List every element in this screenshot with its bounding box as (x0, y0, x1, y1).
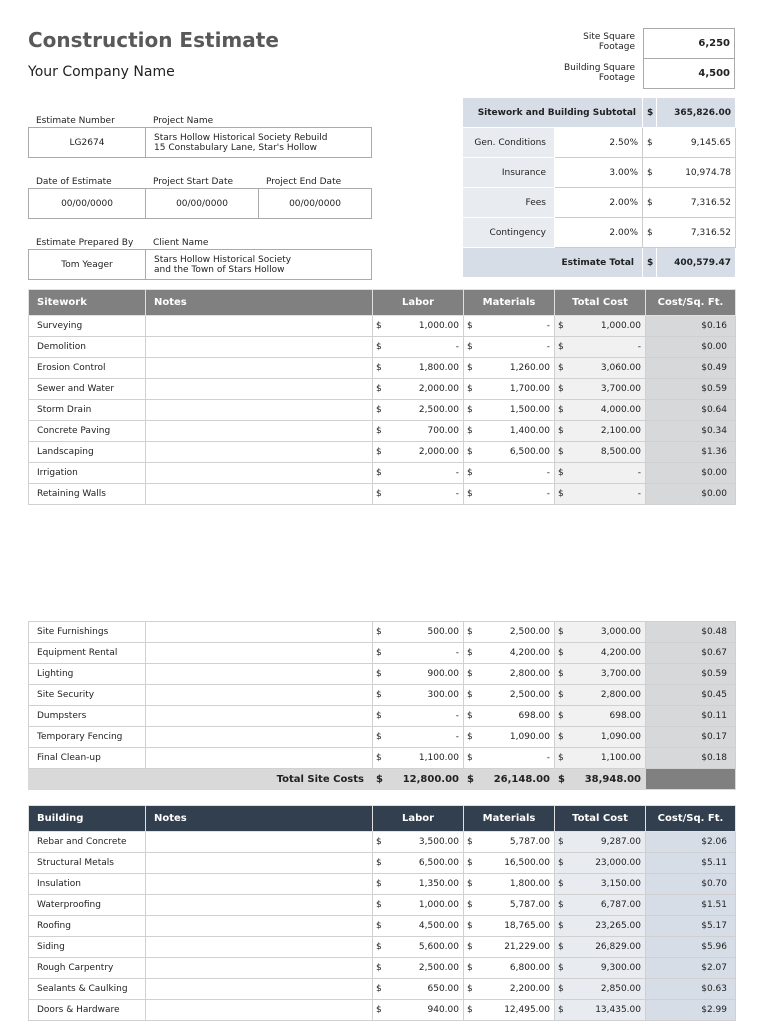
table-row: Irrigation $ - $ - $ - $0.00 (29, 463, 736, 484)
notes-cell[interactable] (146, 337, 373, 358)
labor-cell[interactable]: 700.00 (387, 421, 464, 442)
materials-cell[interactable]: 4,200.00 (478, 643, 555, 664)
notes-cell[interactable] (146, 379, 373, 400)
line-item-name[interactable]: Roofing (29, 916, 146, 937)
cost-sqft-cell: $0.59 (646, 379, 736, 400)
labor-cell[interactable]: 1,000.00 (387, 316, 464, 337)
materials-cell[interactable]: 18,765.00 (478, 916, 555, 937)
cost-sqft-cell: $0.67 (646, 643, 736, 664)
line-item-name[interactable]: Storm Drain (29, 400, 146, 421)
line-item-name[interactable]: Rebar and Concrete (29, 832, 146, 853)
summary-table: Sitework and Building Subtotal $ 365,826.00 Gen. Conditions 2.50% $ 9,145.65 Insurance 3.00% $ 10,974.78 Fees 2.00% $ 7,316.52 Contingency 2.00% $ 7,316.52 Estimate Total $ 400,579.47 (462, 97, 736, 278)
line-item-name[interactable]: Surveying (29, 316, 146, 337)
summary-row: Gen. Conditions 2.50% $ 9,145.65 (463, 128, 736, 158)
cost-sqft-cell: $1.51 (646, 895, 736, 916)
labor-cell[interactable]: - (387, 643, 464, 664)
line-item-name[interactable]: Demolition (29, 337, 146, 358)
table-row: Temporary Fencing $ - $ 1,090.00 $ 1,090.00 $0.17 (29, 727, 736, 748)
notes-cell[interactable] (146, 916, 373, 937)
total-cost-cell: 23,265.00 (569, 916, 646, 937)
notes-header: Notes (146, 806, 373, 832)
line-item-name[interactable]: Structural Metals (29, 853, 146, 874)
total-cost-cell: 2,100.00 (569, 421, 646, 442)
total-cost-cell: - (569, 484, 646, 505)
table-row: Waterproofing $ 1,000.00 $ 5,787.00 $ 6,787.00 $1.51 (29, 895, 736, 916)
cost-sqft-cell: $0.63 (646, 979, 736, 1000)
cost-sqft-cell: $1.36 (646, 442, 736, 463)
notes-cell[interactable] (146, 622, 373, 643)
line-item-name[interactable]: Landscaping (29, 442, 146, 463)
prepared-by-label: Estimate Prepared By (36, 238, 134, 248)
total-cost-cell: 1,090.00 (569, 727, 646, 748)
labor-cell[interactable]: 2,500.00 (387, 958, 464, 979)
notes-cell[interactable] (146, 937, 373, 958)
materials-cell[interactable]: - (478, 748, 555, 769)
total-cost-cell: 4,200.00 (569, 643, 646, 664)
table-row: Demolition $ - $ - $ - $0.00 (29, 337, 736, 358)
page-title: Construction Estimate (28, 28, 279, 52)
labor-cell[interactable]: 1,800.00 (387, 358, 464, 379)
notes-header: Notes (146, 290, 373, 316)
materials-cell[interactable]: 6,500.00 (478, 442, 555, 463)
estimate-total-value: 400,579.47 (657, 248, 736, 278)
table-row: Doors & Hardware $ 940.00 $ 12,495.00 $ 13,435.00 $2.99 (29, 1000, 736, 1021)
cost-sqft-cell: $0.48 (646, 622, 736, 643)
summary-row: Insurance 3.00% $ 10,974.78 (463, 158, 736, 188)
line-item-name[interactable]: Final Clean-up (29, 748, 146, 769)
labor-cell[interactable]: - (387, 337, 464, 358)
cost-sqft-cell: $0.64 (646, 400, 736, 421)
line-item-name[interactable]: Insulation (29, 874, 146, 895)
cost-sqft-cell: $5.17 (646, 916, 736, 937)
labor-cell[interactable]: 3,500.00 (387, 832, 464, 853)
labor-cell[interactable]: 300.00 (387, 685, 464, 706)
table-row: Erosion Control $ 1,800.00 $ 1,260.00 $ 3,060.00 $0.49 (29, 358, 736, 379)
labor-cell[interactable]: 900.00 (387, 664, 464, 685)
notes-cell[interactable] (146, 958, 373, 979)
estimate-number-label: Estimate Number (36, 116, 115, 126)
table-row: Sewer and Water $ 2,000.00 $ 1,700.00 $ 3,700.00 $0.59 (29, 379, 736, 400)
table-row: Site Security $ 300.00 $ 2,500.00 $ 2,800.00 $0.45 (29, 685, 736, 706)
table-row: Retaining Walls $ - $ - $ - $0.00 (29, 484, 736, 505)
notes-cell[interactable] (146, 484, 373, 505)
total-cost-cell: 8,500.00 (569, 442, 646, 463)
line-item-name[interactable]: Sealants & Caulking (29, 979, 146, 1000)
table-row: Equipment Rental $ - $ 4,200.00 $ 4,200.00 $0.67 (29, 643, 736, 664)
cost-sqft-header: Cost/Sq. Ft. (646, 806, 736, 832)
cost-sqft-cell: $0.34 (646, 421, 736, 442)
line-item-name[interactable]: Dumpsters (29, 706, 146, 727)
building-table (28, 805, 736, 1021)
total-cost-cell: - (569, 337, 646, 358)
table-row: Sealants & Caulking $ 650.00 $ 2,200.00 $ 2,850.00 $0.63 (29, 979, 736, 1000)
cost-sqft-cell: $0.70 (646, 874, 736, 895)
notes-cell[interactable] (146, 421, 373, 442)
labor-cell[interactable]: - (387, 706, 464, 727)
summary-row: Fees 2.00% $ 7,316.52 (463, 188, 736, 218)
labor-cell[interactable]: 6,500.00 (387, 853, 464, 874)
table-row: Landscaping $ 2,000.00 $ 6,500.00 $ 8,500.00 $1.36 (29, 442, 736, 463)
notes-cell[interactable] (146, 664, 373, 685)
building-sqft-label: Building Square Footage (563, 63, 635, 83)
table-row: Surveying $ 1,000.00 $ - $ 1,000.00 $0.16 (29, 316, 736, 337)
project-name-field[interactable]: Stars Hollow Historical Society Rebuild 15 Constabulary Lane, Star's Hollow (145, 127, 372, 158)
materials-cell[interactable]: 1,700.00 (478, 379, 555, 400)
labor-cell[interactable]: 1,100.00 (387, 748, 464, 769)
materials-cell[interactable]: 2,800.00 (478, 664, 555, 685)
cost-sqft-cell: $0.00 (646, 337, 736, 358)
total-cost-cell: 1,000.00 (569, 316, 646, 337)
cost-sqft-cell: $0.00 (646, 463, 736, 484)
labor-header: Labor (373, 290, 464, 316)
cost-sqft-cell: $2.06 (646, 832, 736, 853)
line-item-name[interactable]: Rough Carpentry (29, 958, 146, 979)
project-end-label: Project End Date (266, 177, 342, 187)
notes-cell[interactable] (146, 874, 373, 895)
notes-cell[interactable] (146, 358, 373, 379)
labor-cell[interactable]: 2,500.00 (387, 400, 464, 421)
total-cost-cell: 26,829.00 (569, 937, 646, 958)
materials-cell[interactable]: 5,787.00 (478, 895, 555, 916)
date-of-estimate-label: Date of Estimate (36, 177, 112, 187)
total-site-costs-label: Total Site Costs (29, 769, 373, 790)
materials-cell[interactable]: 1,090.00 (478, 727, 555, 748)
total-cost-header: Total Cost (555, 806, 646, 832)
materials-cell[interactable]: 12,495.00 (478, 1000, 555, 1021)
notes-cell[interactable] (146, 400, 373, 421)
line-item-name[interactable]: Waterproofing (29, 895, 146, 916)
materials-cell[interactable]: - (478, 484, 555, 505)
materials-cell[interactable]: 1,400.00 (478, 421, 555, 442)
notes-cell[interactable] (146, 895, 373, 916)
notes-cell[interactable] (146, 706, 373, 727)
line-item-name[interactable]: Lighting (29, 664, 146, 685)
table-row: Roofing $ 4,500.00 $ 18,765.00 $ 23,265.00 $5.17 (29, 916, 736, 937)
cost-sqft-header: Cost/Sq. Ft. (646, 290, 736, 316)
total-cost-cell: 3,060.00 (569, 358, 646, 379)
line-item-name[interactable]: Site Security (29, 685, 146, 706)
estimate-number-field[interactable]: LG2674 (28, 127, 146, 158)
prepared-by-field[interactable]: Tom Yeager (28, 249, 146, 280)
cost-sqft-cell: $0.18 (646, 748, 736, 769)
total-cost-cell: 2,850.00 (569, 979, 646, 1000)
line-item-name[interactable]: Sewer and Water (29, 379, 146, 400)
date-of-estimate-field[interactable]: 00/00/0000 (28, 188, 146, 219)
building-sqft-value[interactable]: 4,500 (643, 58, 735, 89)
company-name: Your Company Name (28, 64, 175, 80)
table-row: Rough Carpentry $ 2,500.00 $ 6,800.00 $ 9,300.00 $2.07 (29, 958, 736, 979)
total-cost-cell: 2,800.00 (569, 685, 646, 706)
total-cost-cell: 6,787.00 (569, 895, 646, 916)
labor-cell[interactable]: 940.00 (387, 1000, 464, 1021)
table-row: Site Furnishings $ 500.00 $ 2,500.00 $ 3,000.00 $0.48 (29, 622, 736, 643)
line-item-name[interactable]: Doors & Hardware (29, 1000, 146, 1021)
project-start-label: Project Start Date (153, 177, 234, 187)
table-row: Lighting $ 900.00 $ 2,800.00 $ 3,700.00 $0.59 (29, 664, 736, 685)
materials-cell[interactable]: 1,800.00 (478, 874, 555, 895)
sitework-table (28, 289, 736, 505)
labor-cell[interactable]: - (387, 463, 464, 484)
line-item-name[interactable]: Irrigation (29, 463, 146, 484)
materials-cell[interactable]: 2,500.00 (478, 622, 555, 643)
line-item-name[interactable]: Erosion Control (29, 358, 146, 379)
notes-cell[interactable] (146, 1000, 373, 1021)
line-item-name[interactable]: Temporary Fencing (29, 727, 146, 748)
site-sqft-value[interactable]: 6,250 (643, 28, 735, 59)
project-start-field[interactable]: 00/00/0000 (145, 188, 259, 219)
cost-sqft-cell: $0.11 (646, 706, 736, 727)
labor-cell[interactable]: 5,600.00 (387, 937, 464, 958)
project-name-label: Project Name (153, 116, 214, 126)
labor-cell[interactable]: 2,000.00 (387, 442, 464, 463)
total-cost-cell: 13,435.00 (569, 1000, 646, 1021)
materials-cell[interactable]: - (478, 337, 555, 358)
client-name-field[interactable]: Stars Hollow Historical Society and the Town of Stars Hollow (145, 249, 372, 280)
labor-cell[interactable]: 650.00 (387, 979, 464, 1000)
building-header: Building (29, 806, 146, 832)
subtotal-value: 365,826.00 (657, 98, 736, 128)
labor-cell[interactable]: 4,500.00 (387, 916, 464, 937)
table-row: Final Clean-up $ 1,100.00 $ - $ 1,100.00 $0.18 (29, 748, 736, 769)
notes-cell[interactable] (146, 979, 373, 1000)
materials-cell[interactable]: 5,787.00 (478, 832, 555, 853)
cost-sqft-cell: $0.00 (646, 484, 736, 505)
notes-cell[interactable] (146, 832, 373, 853)
materials-cell[interactable]: 6,800.00 (478, 958, 555, 979)
summary-row: Contingency 2.00% $ 7,316.52 (463, 218, 736, 248)
line-item-name[interactable]: Equipment Rental (29, 643, 146, 664)
total-cost-cell: 23,000.00 (569, 853, 646, 874)
client-name-label: Client Name (153, 238, 209, 248)
materials-cell[interactable]: 16,500.00 (478, 853, 555, 874)
cost-sqft-cell: $5.11 (646, 853, 736, 874)
labor-cell[interactable]: 1,350.00 (387, 874, 464, 895)
materials-cell[interactable]: - (478, 316, 555, 337)
materials-cell[interactable]: 2,200.00 (478, 979, 555, 1000)
total-cost-cell: 9,300.00 (569, 958, 646, 979)
table-row: Structural Metals $ 6,500.00 $ 16,500.00 $ 23,000.00 $5.11 (29, 853, 736, 874)
materials-header: Materials (464, 806, 555, 832)
total-cost-cell: 3,000.00 (569, 622, 646, 643)
table-row: Storm Drain $ 2,500.00 $ 1,500.00 $ 4,000.00 $0.64 (29, 400, 736, 421)
cost-sqft-cell: $0.45 (646, 685, 736, 706)
total-cost-cell: 9,287.00 (569, 832, 646, 853)
notes-cell[interactable] (146, 643, 373, 664)
total-cost-cell: 3,700.00 (569, 379, 646, 400)
total-cost-cell: 3,700.00 (569, 664, 646, 685)
materials-cell[interactable]: 21,229.00 (478, 937, 555, 958)
cost-sqft-cell: $0.59 (646, 664, 736, 685)
labor-cell[interactable]: 500.00 (387, 622, 464, 643)
cost-sqft-cell: $2.07 (646, 958, 736, 979)
total-cost-cell: - (569, 463, 646, 484)
total-cost-cell: 1,100.00 (569, 748, 646, 769)
total-site-costs-row: Total Site Costs $ 12,800.00 $ 26,148.00 $ 38,948.00 (29, 769, 736, 790)
cost-sqft-cell: $0.16 (646, 316, 736, 337)
notes-cell[interactable] (146, 685, 373, 706)
materials-cell[interactable]: - (478, 463, 555, 484)
cost-sqft-cell: $0.17 (646, 727, 736, 748)
cost-sqft-cell: $0.49 (646, 358, 736, 379)
cost-sqft-cell: $5.96 (646, 937, 736, 958)
table-row: Dumpsters $ - $ 698.00 $ 698.00 $0.11 (29, 706, 736, 727)
subtotal-label: Sitework and Building Subtotal (463, 98, 643, 128)
total-cost-cell: 698.00 (569, 706, 646, 727)
notes-cell[interactable] (146, 727, 373, 748)
materials-cell[interactable]: 698.00 (478, 706, 555, 727)
notes-cell[interactable] (146, 463, 373, 484)
materials-cell[interactable]: 1,500.00 (478, 400, 555, 421)
notes-cell[interactable] (146, 853, 373, 874)
line-item-name[interactable]: Retaining Walls (29, 484, 146, 505)
project-end-field[interactable]: 00/00/0000 (258, 188, 372, 219)
materials-cell[interactable]: 2,500.00 (478, 685, 555, 706)
line-item-name[interactable]: Siding (29, 937, 146, 958)
table-row: Insulation $ 1,350.00 $ 1,800.00 $ 3,150.00 $0.70 (29, 874, 736, 895)
notes-cell[interactable] (146, 748, 373, 769)
notes-cell[interactable] (146, 316, 373, 337)
labor-header: Labor (373, 806, 464, 832)
labor-cell[interactable]: - (387, 727, 464, 748)
total-cost-cell: 4,000.00 (569, 400, 646, 421)
total-cost-cell: 3,150.00 (569, 874, 646, 895)
line-item-name[interactable]: Site Furnishings (29, 622, 146, 643)
total-cost-header: Total Cost (555, 290, 646, 316)
line-item-name[interactable]: Concrete Paving (29, 421, 146, 442)
materials-header: Materials (464, 290, 555, 316)
table-row: Siding $ 5,600.00 $ 21,229.00 $ 26,829.00 $5.96 (29, 937, 736, 958)
cost-sqft-cell: $2.99 (646, 1000, 736, 1021)
estimate-total-label: Estimate Total (463, 248, 643, 278)
notes-cell[interactable] (146, 442, 373, 463)
table-row: Rebar and Concrete $ 3,500.00 $ 5,787.00 $ 9,287.00 $2.06 (29, 832, 736, 853)
labor-cell[interactable]: - (387, 484, 464, 505)
materials-cell[interactable]: 1,260.00 (478, 358, 555, 379)
site-sqft-label: Site Square Footage (583, 32, 635, 52)
table-row: Concrete Paving $ 700.00 $ 1,400.00 $ 2,100.00 $0.34 (29, 421, 736, 442)
sitework-header: Sitework (29, 290, 146, 316)
sitework-table-continued (28, 621, 736, 790)
labor-cell[interactable]: 2,000.00 (387, 379, 464, 400)
labor-cell[interactable]: 1,000.00 (387, 895, 464, 916)
